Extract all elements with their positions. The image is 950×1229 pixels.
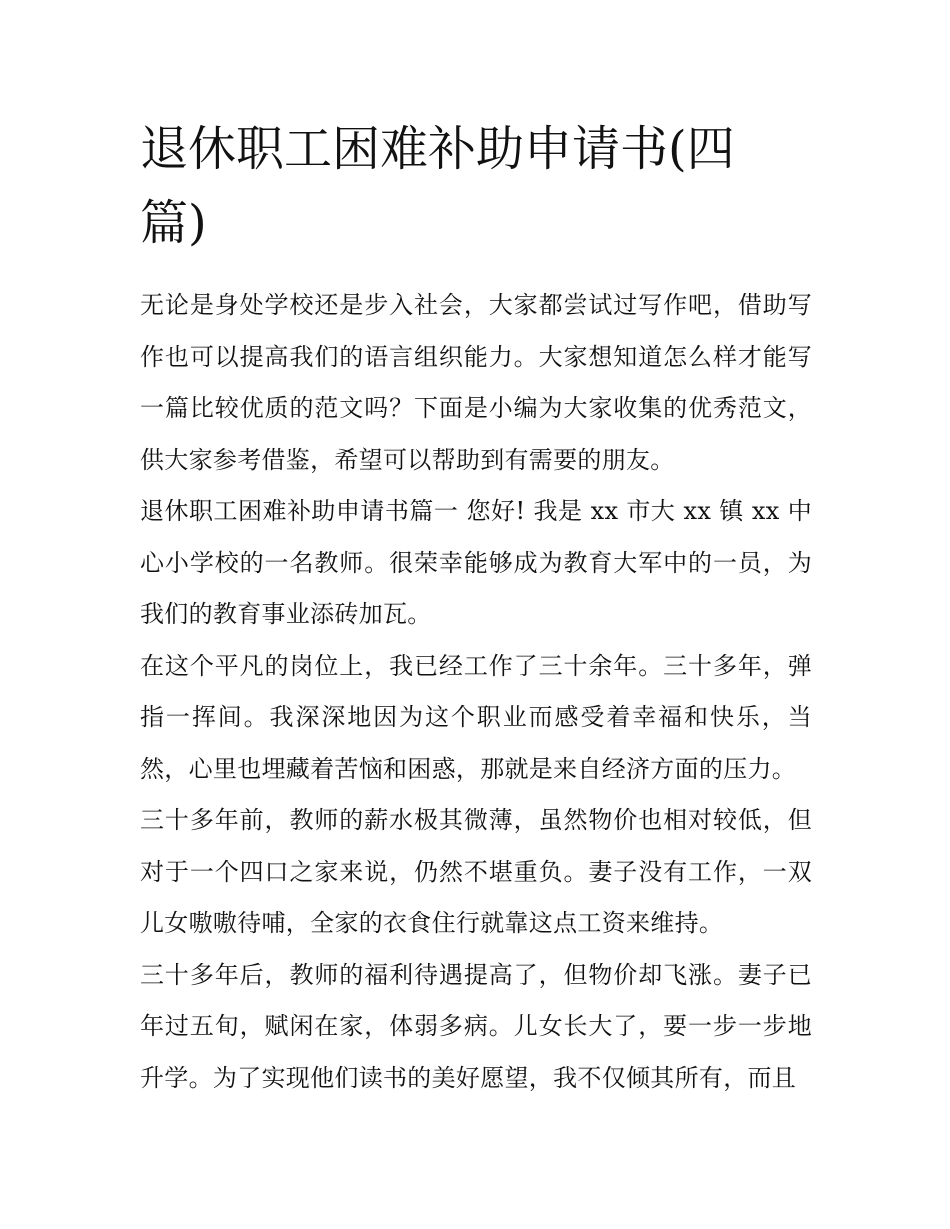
document-body (140, 280, 812, 1104)
document-title: 退休职工困难补助申请书(四篇) (140, 121, 735, 251)
paragraph-career: 在这个平凡的岗位上，我已经工作了三十余年。三十多年，弹指一挥间。我深深地因为这个职业而感受着幸福和快乐，当然，心里也埋藏着苦恼和困惑，那就是来自经济方面的压力。 (140, 651, 812, 783)
paragraph-past: 三十多年前，教师的薪水极其微薄，虽然物价也相对较低，但对于一个四口之家来说，仍然不堪重负。妻子没有工作，一双儿女嗷嗷待哺，全家的衣食住行就靠这点工资来维持。 (140, 806, 812, 937)
paragraph-greeting: 退休职工困难补助申请书篇一 您好! 我是 xx 市大 xx 镇 xx 中心小学校的一名教师。很荣幸能够成为教育大军中的一员，为我们的教育事业添砖加瓦。 (140, 497, 812, 628)
paragraph-intro: 无论是身处学校还是步入社会，大家都尝试过写作吧，借助写作也可以提高我们的语言组织能力。大家想知道怎么样才能写一篇比较优质的范文吗？下面是小编为大家收集的优秀范文，供大家参考借鉴，希望可以帮助到有需要的朋友。 (140, 291, 812, 474)
paragraph-present: 三十多年后，教师的福利待遇提高了，但物价却飞涨。妻子已年过五旬，赋闲在家，体弱多病。儿女长大了，要一步一步地升学。为了实现他们读书的美好愿望，我不仅倾其所有，而且 (140, 960, 812, 1092)
